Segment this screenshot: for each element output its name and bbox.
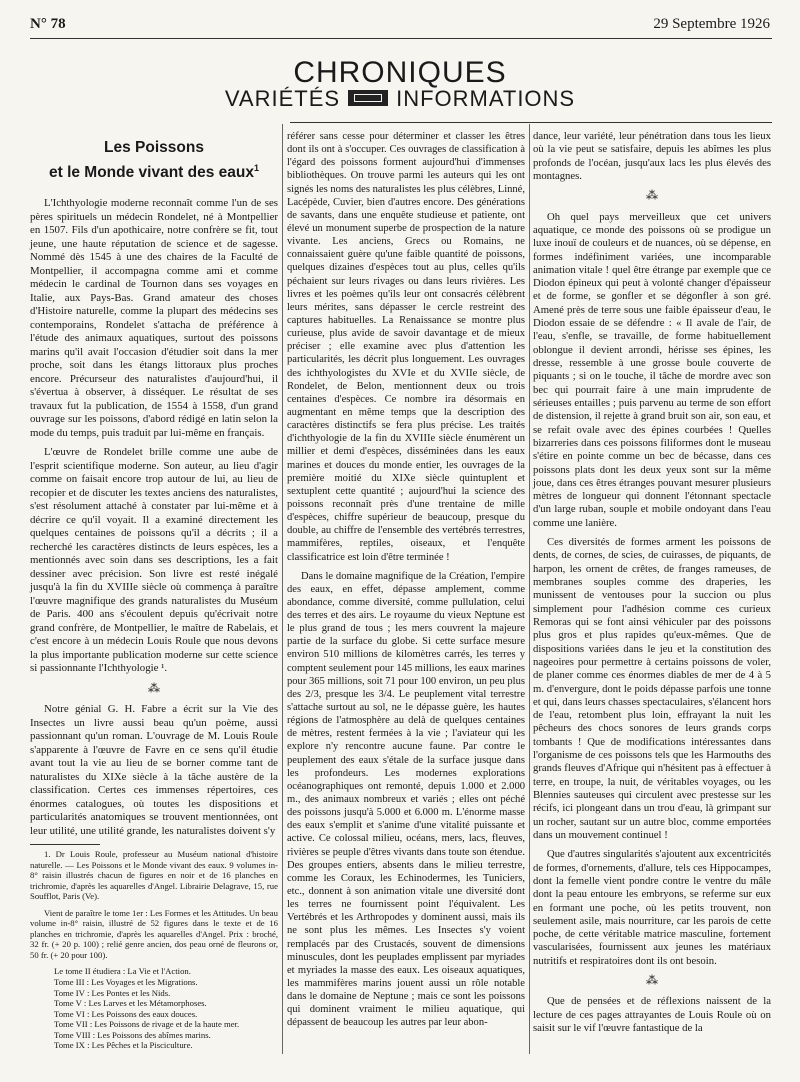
tome-line: Tome VII : Les Poissons de rivage et de la haute mer.: [54, 1019, 240, 1030]
tome-line: Tome IV : Les Pontes et les Nids.: [54, 987, 171, 998]
ornament-icon: [348, 90, 388, 106]
paragraph: L'œuvre de Rondelet brille comme une aube de l'esprit scientifique moderne. Son auteur, au lieu d'agir comme on faisait encore trop autour de lui, au lieu de recopier et de discuter les textes anciens des naturalistes, s'est résolument attaché à constater par lui-même et à décrire ce qu'il voyait. Il a examiné directement les quelques centaines de poissons qu'il a décrits ; il a recherché les caractères distincts de leurs espèces, les a mentionnés avec soin dans ses descriptions, les a fait dessiner avec précision. Son livre est resté inégalé jusqu'à la fin du XVIIIe siècle où commença à paraître l'œuvre magnifique des grands naturalistes du Muséum de Paris. 400 ans s'écoulent depuis qu'écrivait notre grand confrère, de Montpellier, le maître de Rabelais, et c'est encore à un médecin Louis Roule que nous devons la plus importante publication moderne sur cette science si passionnante l'Ichthyologie ¹.: [30, 446, 278, 675]
paragraph: Que d'autres singularités s'ajoutent aux excentricités de formes, d'ornements, d'allure, tels ces Hippocampes, dont la femelle vient pondre contre le ventre du mâle dont la peau entoure les embryons, se referme sur eux en formant une poche, où les petits trouvent, non seulement asile, mais nourriture, car les parois de cette poche, de cette véritable matrice masculine, fortement vascularisées, fournissent aux jeunes les matériaux nutritifs et respiratoires dont ils ont besoin.: [533, 848, 771, 967]
tome-line: Tome VI : Les Poissons des eaux douces.: [54, 1008, 198, 1019]
paragraph: Notre génial G. H. Fabre a écrit sur la Vie des Insectes un livre aussi beau qu'un poème, aussi passionnant qu'un roman. L'ouvrage de M. Louis Roule s'apparente à l'œuvre de Favre en ce sens qu'il étudie avant tout la vie au lieu de se borner comme tant de naturalistes du XIXe siècle à la tâche austère de la classification. Certes ces immenses répertoires, ces énormes catalogues, où toutes les dispositions et particularités anatomiques se trouvent mentionnées, ont leur utilité, une utilité grande, les naturalistes doivent s'y: [30, 703, 278, 837]
tome-line: Tome IX : Les Pêches et la Pisciculture.: [54, 1040, 193, 1051]
issue-date: 29 Septembre 1926: [653, 16, 770, 32]
column-3: [533, 130, 771, 1041]
column-rule: [282, 124, 283, 1054]
footnote-rule: [30, 844, 100, 845]
column-2: [287, 130, 525, 1036]
paragraph: L'Ichthyologie moderne reconnaît comme l'un de ses pères spirituels un médecin Rondelet, né à Montpellier en 1507. Fils d'un apothicaire, notre confrère se fit, tout jeune, une haute réputation de science et de sagesse. Nommé dès 1545 à une des chaires de la Faculté de Montpellier, il accompagna comme ami et comme médecin le cardinal de Tournon dans ses voyages en Italie, aux Pays-Bas. Grand amateur des choses d'Histoire naturelle, comme la plupart des médecins ses contemporains, Rondelet s'attacha de préférence à l'étude des animaux aquatiques, surtout des poissons marins qu'il avait l'occasion d'étudier soit dans la mer proche, soit dans les étangs littoraux plus proches encore. Précurseur des naturalistes d'aujourd'hui, il s'évertua à observer, à disséquer. Le résultat de ses travaux fut la publication, de 1554 à 1558, d'un grand ouvrage sur les poissons, d'abord rédigé en latin selon la mode du temps, puis traduit par lui-même en français.: [30, 197, 278, 439]
section-separator: ⁂: [646, 188, 658, 203]
paragraph: Dans le domaine magnifique de la Création, l'empire des eaux, en effet, dépasse amplement, comme abondance, comme diversité, comme pullulation, celui des terres et des airs. Le royaume du vieux Neptune est le plus grand de tous ; les mers couvrent la majeure partie de la surface du globe. Si cette surface mesure environ 510 millions de kilomètres carrés, les terres y comptent seulement pour 145 millions, les eaux marines pour 365 millions, soit 71 pour 100 environ, un peu plus des 2/3, presque les 3/4. Le peuplement vital terrestre s'attache surtout au sol, ne le dépasse guère, les hautes régions de l'atmosphère au delà de quelques centaines de mètres, restent fermées à la vie ; l'aviateur qui les explore n'y rencontre aucune faune. Par contre le peuplement des eaux s'étale de la surface jusque dans les profondeurs. Les modernes explorations océanographiques ont remonté, depuis 1.000 et 2.000 m., des animaux nombreux et variés ; elles ont péché des poissons jusqu'à 5.000 et 6.000 m. L'énorme masse des eaux s'emplit et s'anime d'une vitalité puissante et active. Ce colossal milieu, océans, mers, lacs, fleuves, rivières se peuple d'êtres vivants dans toute son étendue. Des groupes entiers, absents dans le milieu terrestre, comme les Coraux, les Echinodermes, les Tuniciers, etc., donnent à son animation vitale une diversité dont les terres ne fournissent point l'équivalent. Les Vertébrés et les Arthropodes y dominent aussi, mais ils ne sont plus les mêmes. Les Insectes s'y voient remplacés par des Crustacés, souvent de dimensions minuscules, dont les peuplades emplissent par myriades et myriades la masse des eaux. Les oiseaux aquatiques, les mammifères marins jouent aussi un rôle notable dans le domaine de Neptune ; mais ce sont les poissons qui dominent vraiment le milieu aquatique, qui dépassent de beaucoup les autres par leur abon-: [287, 570, 525, 1029]
header-rule: [30, 38, 772, 39]
paragraph: Oh quel pays merveilleux que cet univers aquatique, ce monde des poissons où se prodigue un luxe inouï de couleurs et de nuances, où se dépense, en formes indéfiniment variées, une incomparable animation vitale ! quel être étrange par exemple que ce Diodon épineux qui peut à volonté changer d'épaisseur et de forme, se gonfler et se dégonfler à son gré. Amené près de terre sous une faible épaisseur d'eau, le Diodon essaie de se défendre : « Il avale de l'air, de l'eau, s'enfle, se travaille, de forme habituellement oblongue il devient arrondi, hérisse ses épines, les dresse, ressemble à une grosse boule couverte de piquants ; si on le touche, il tâche de mordre avec son bec qui pourrait faire à une main imprudente de sérieuses entailles ; puis parvenu au terme de son effort de distension, il rejette à grand bruit son air, son eau, et se refait ovale avec des épines courbées ! Quelles bizarreries dans ces poissons filiformes dont le museau s'étire en pointe comme un bec de bécasse, dans ces poissons plats dont les deux yeux sont sur la même joue, dans ces êtres étranges pouvant mesurer plusieurs mètres de longueur qui donnent l'étonnant spectacle d'un large ruban, souple et mobile ondoyant dans l'eau comme une lanière.: [533, 210, 771, 529]
article-title-line1: Les Poissons: [104, 139, 204, 156]
section-separator: ⁂: [148, 680, 160, 695]
footnote: Vient de paraître le tome 1er : Les Formes et les Attitudes. Un beau volume in-8° raisin, illustré de 52 figures dans le texte et de 16 planches en trichromie, d'après les aquarelles d'Angel. Prix : broché, 32 fr. (+ 20 p. 100) ; relié genre ancien, dos peau orné de fleurons or, 50 fr. (+ 20 pour 100).: [30, 907, 278, 960]
tome-line: Tome VIII : Les Poissons des abîmes marins.: [54, 1029, 211, 1040]
column-rule: [529, 124, 530, 1054]
tome-line: Tome V : Les Larves et les Métamorphoses.: [54, 998, 207, 1009]
article-title: [30, 138, 278, 183]
title-footnote-mark: 1: [254, 163, 260, 173]
subtitle-left: VARIÉTÉS: [224, 86, 341, 111]
section-subtitle: [0, 86, 800, 112]
issue-number: N° 78: [30, 16, 66, 32]
subtitle-rule: [290, 122, 772, 123]
tome-line: Le tome II étudiera : La Vie et l'Action.: [54, 966, 191, 977]
column-1: [30, 138, 278, 1051]
article-title-line2: et le Monde vivant des eaux: [48, 164, 254, 182]
footnote: 1. Dr Louis Roule, professeur au Muséum national d'histoire naturelle. — Les Poissons et le Monde vivant des eaux. 9 volumes in-8° raisin illustrés chacun de figures en noir et de 16 planches en trichromie, d'après les aquarelles d'Angel. Librairie Delagrave, 15, rue Soufflot, Paris (Ve).: [30, 849, 278, 902]
paragraph: Ces diversités de formes arment les poissons de dents, de cornes, de scies, de cuirasses, de piquants, de harpon, les ornent de crêtes, de franges rameuses, de membranes souples comme des draperies, les munissent de ventouses pour la succion ou plus simplement pour l'adhésion comme ces curieux Remoras qui se font ainsi véhiculer par des poissons plus gros et plus rapides qu'eux-mêmes. Que de dispositions variées dans le jeu et la constitution des nageoires pour permettre à certains poissons de voler, de planer comme ces énormes diables de mer de 4 à 5 m. d'envergure, dont le poids dépasse parfois une tonne et qui, dans leurs chasses spectaculaires, s'élancent hors de l'eau, retombent plus loin, effrayant la nuit les pêcheurs des chocs sonores de leurs grands corps tombants ! Que de modifications intéressantes dans l'organisme de ces poissons tels que les Harmouths des grands fleuves d'Afrique qui n'hésitent pas à effectuer à terre, en troupe, la nuit, de véritables voyages, ou les Blennies sauteuses qui circulent avec prestesse sur les récifs, ici plongeant dans un trou d'eau, là grimpant sur un rocher, sautant sur un autre bloc, comme emportées dans un mouvement continuel !: [533, 536, 771, 841]
paragraph: Que de pensées et de réflexions naissent de la lecture de ces pages attrayantes de Louis Roule où on saisit sur le vif l'œuvre fantastique de la: [533, 995, 771, 1034]
tome-line: Tome III : Les Voyages et les Migrations.: [54, 977, 198, 987]
paragraph: référer sans cesse pour déterminer et classer les êtres dont ils ont à s'occuper. Ces ouvrages de classification à l'égard des poissons forment aujourd'hui d'immenses bibliothèques. On trouve parmi les auteurs qui les ont signés les noms des naturalistes les plus célèbres, Linné, Lacépède, Cuvier, bien d'autres encore. Des générations de savants, dans une enquête studieuse et patiente, ont élevé un monument superbe de prospection de la nature vivante. Les anciens, Grecs ou Romains, ne connaissaient guère qu'une faible quantité de poissons, quelques dizaines d'espèces tout au plus, celles qu'ils péchaient sur leurs rivages ou dans leurs rivières. Les livres et les poèmes qu'ils leur ont consacrés célèbrent leurs mérites, sans dépasser le cercle restreint des captures habituelles. La Renaissance se montre plus curieuse, plus avide de savoir davantage et de mieux préciser ; elle examine avec plus d'attention les particularités, les décrit plus longuement. Les ouvrages des ichthyologistes du XVIe et du XVIIe siècle, de Rondelet, de Belon, mentionnent deux ou trois centaines d'espèces. Ce nombre ira désormais en augmentant en même temps que la description des caractères distinctifs se fera plus précise. Les traités d'ichthyologie de la fin du XVIIIe siècle énumèrent un millier et demi d'espèces, disséminées dans les eaux marines et douces du monde entier, les ouvrages de la première moitié du XIXe siècle quintuplent et sextuplent cette quantité ; aujourd'hui la science des poissons reconnaît près d'une trentaine de mille d'espèces, chiffre supérieur de beaucoup, presque du double, au chiffre de l'ensemble des vertébrés terrestres, mammifères, reptiles, oiseaux, et l'enquête classificatrice est loin d'être terminée !: [287, 131, 525, 563]
paragraph: dance, leur variété, leur pénétration dans tous les lieux où la vie peut se satisfaire, depuis les abîmes les plus profonds de l'océan, jusqu'aux lacs les plus élevés des montagnes.: [533, 130, 771, 182]
section-separator: ⁂: [646, 973, 658, 988]
section-title: CHRONIQUES: [293, 56, 507, 89]
subtitle-right: INFORMATIONS: [396, 86, 576, 111]
